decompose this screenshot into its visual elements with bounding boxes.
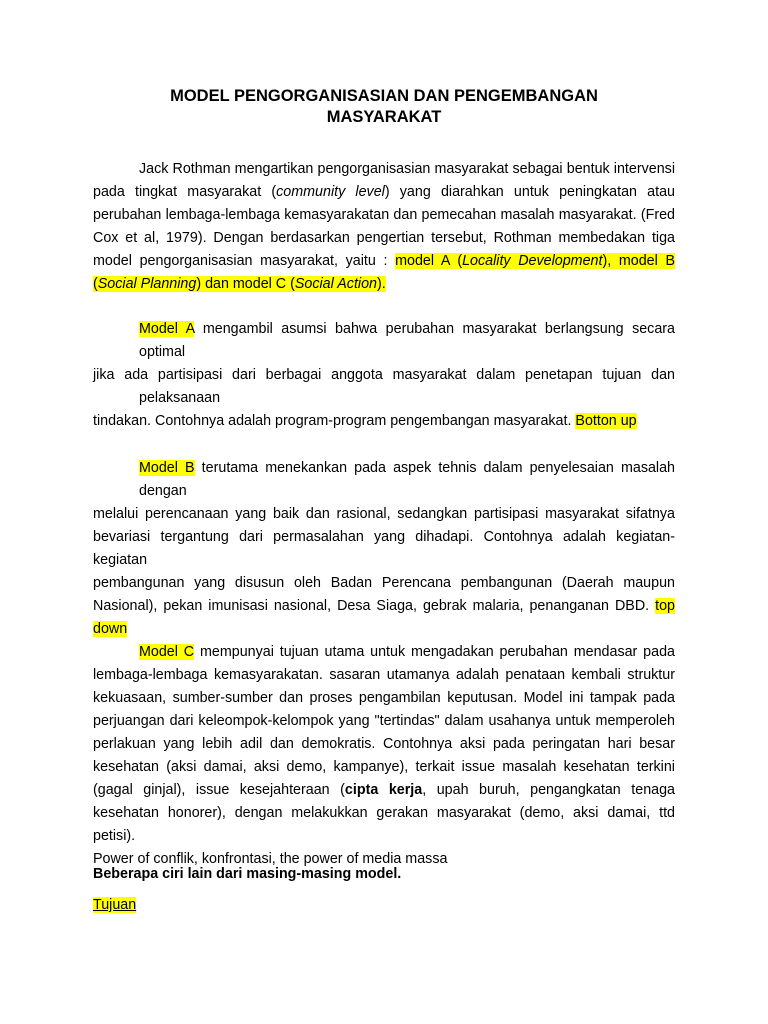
model-c-line: kesehatan honorer), dengan melakukkan gerakan masyarakat (demo, aksi damai, ttd petisi).: [93, 805, 675, 844]
intro-line: perubahan lembaga-lembaga kemasyarakatan dan pemecahan masalah masyarakat. (Fred: [93, 207, 675, 223]
model-b-label: Model B: [139, 460, 195, 476]
model-c-line: (gagal ginjal), issue kesejahteraan (cipta kerja, upah buruh, pengangkatan tenaga: [93, 782, 675, 798]
model-c-line: kekuasaan, sumber-sumber dan proses pengambilan keputusan. Model ini tampak pada: [93, 690, 675, 706]
model-b-line: [93, 618, 675, 641]
intro-line: Jack Rothman mengartikan pengorganisasian masyarakat sebagai bentuk intervensi: [139, 161, 675, 177]
highlight-model-a: model A (Locality Development), model B: [395, 253, 675, 269]
model-a-label: Model A: [139, 321, 195, 337]
model-c-line: perlakuan yang lebih adil dan demokratis. Contohnya aksi pada peringatan hari besar: [93, 736, 675, 752]
model-c-paragraph: [93, 641, 675, 871]
model-b-line: Model B terutama menekankan pada aspek tehnis dalam penyelesaian masalah: [139, 460, 675, 476]
model-c-line: perjuangan dari keleompok-kelompok yang "tertindas" dalam usahanya untuk memperoleh: [93, 713, 675, 729]
model-c-line: lembaga-lembaga kemasyarakatan. sasaran utamanya adalah penataan kembali struktur: [93, 667, 675, 683]
model-b-line: melalui perencanaan yang baik dan rasional, sedangkan partisipasi masyarakat sifatnya: [93, 506, 675, 522]
top-down-tag: top: [655, 598, 675, 614]
model-b-line: Nasional), pekan imunisasi nasional, Desa Siaga, gebrak malaria, penanganan DBD. top: [93, 598, 675, 614]
title-line-2: MASYARAKAT: [326, 108, 442, 126]
botton-up-tag: Botton up: [575, 413, 637, 429]
model-a-line: tindakan. Contohnya adalah program-program pengembangan masyarakat. Botton up: [93, 413, 637, 429]
intro-line: [93, 273, 675, 296]
model-a-line: Model A mengambil asumsi bahwa perubahan masyarakat berlangsung secara: [139, 321, 675, 337]
model-c-line: kesehatan (aksi damai, aksi demo, kampanye), terkait issue masalah kesehatan terkini: [93, 759, 675, 775]
page-title: [93, 86, 675, 128]
intro-paragraph: [93, 158, 675, 296]
intro-line: model pengorganisasian masyarakat, yaitu : model A (Locality Development), model B: [93, 253, 675, 269]
model-b-paragraph: [93, 457, 675, 641]
intro-line: Cox et al, 1979). Dengan berdasarkan pengertian tersebut, Rothman membedakan tiga: [93, 230, 675, 246]
model-a-line: optimal: [139, 344, 186, 360]
title-line-1: MODEL PENGORGANISASIAN DAN PENGEMBANGAN: [170, 87, 598, 105]
section-heading: Beberapa ciri lain dari masing-masing model.: [93, 866, 402, 882]
model-c-label: Model C: [139, 644, 195, 660]
highlight-model-c: dan model C (Social Action).: [201, 276, 386, 292]
model-b-line: bevariasi tergantung dari permasalahan yang dihadapi. Contohnya adalah kegiatan-kegiatan: [93, 529, 675, 568]
model-a-line: pelaksanaan: [139, 390, 221, 406]
highlight-model-b: (Social Planning): [93, 276, 202, 292]
model-a-paragraph: [93, 318, 675, 433]
model-b-line: dengan: [139, 483, 187, 499]
model-a-line: jika ada partisipasi dari berbagai anggota masyarakat dalam penetapan tujuan dan: [93, 367, 675, 383]
intro-line: pada tingkat masyarakat (community level) yang diarahkan untuk peningkatan atau: [93, 184, 675, 200]
model-b-line: pembangunan yang disusun oleh Badan Perencana pembangunan (Daerah maupun: [93, 575, 675, 591]
model-c-line: Power of conflik, konfrontasi, the power of media massa: [93, 851, 448, 867]
model-c-line: Model C mempunyai tujuan utama untuk mengadakan perubahan mendasar pada: [139, 644, 675, 660]
tujuan-label: Tujuan: [93, 897, 137, 913]
top-down-tag-cont: down: [93, 621, 128, 637]
